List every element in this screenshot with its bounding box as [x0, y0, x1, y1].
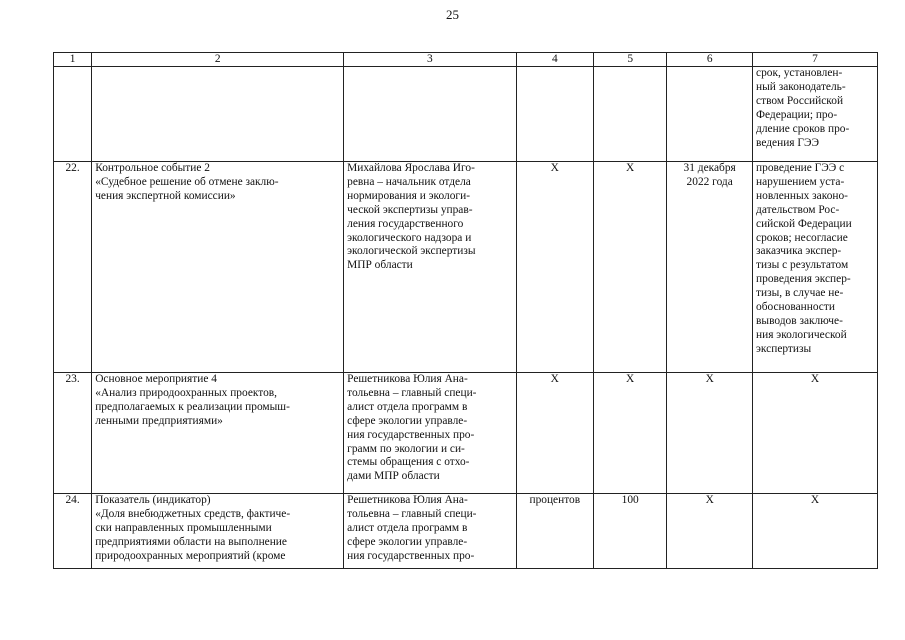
- page-number: 25: [446, 7, 459, 22]
- cell-empty: [516, 67, 593, 162]
- cell-responsible: Михайлова Ярослава Иго- ревна – начальник отдела нормирования и экологи- ческой экспертизы управ- ления государственного экологического надзора и экологической экспертизы МПР области: [344, 162, 516, 373]
- cell-deadline: 31 декабря 2022 года: [667, 162, 753, 373]
- cell-responsible: Решетникова Юлия Ана- тольевна – главный специ- алист отдела программ в сфере экологии управле- ния государственных про- грамм по экологии и си- стемы обращения с отхо- дами МПР области: [344, 373, 516, 494]
- cell-risk: срок, установлен- ный законодатель- ством Российской Федерации; про- дление сроков про- ведения ГЭЭ: [753, 67, 878, 162]
- table-row-continuation: [54, 67, 878, 162]
- cell-empty: [667, 67, 753, 162]
- cell-empty: [594, 67, 667, 162]
- row-number: 22.: [54, 162, 92, 373]
- cell-responsible: Решетникова Юлия Ана- тольевна – главный специ- алист отдела программ в сфере экологии управле- ния государственных про-: [344, 494, 516, 569]
- table-row: [54, 162, 878, 373]
- cell-unit: Х: [516, 373, 593, 494]
- column-header-row: [54, 53, 878, 67]
- document-table: [53, 52, 878, 569]
- cell-value: Х: [594, 373, 667, 494]
- cell-unit: Х: [516, 162, 593, 373]
- column-header-3: 3: [344, 53, 516, 67]
- cell-value: Х: [594, 162, 667, 373]
- column-header-4: 4: [516, 53, 593, 67]
- cell-empty: [92, 67, 344, 162]
- cell-value: 100: [594, 494, 667, 569]
- cell-unit: процентов: [516, 494, 593, 569]
- column-header-2: 2: [92, 53, 344, 67]
- cell-deadline: Х: [667, 373, 753, 494]
- row-number: 24.: [54, 494, 92, 569]
- table-row: [54, 494, 878, 569]
- cell-risk: Х: [753, 373, 878, 494]
- column-header-7: 7: [753, 53, 878, 67]
- cell-risk: проведение ГЭЭ с нарушением уста- новленных законо- дательством Рос- сийской Федерации сроков; несогласие заказчика экспер- тизы с результатом проведения экспер- тизы, в случае не- обоснованности выводов заключе- ния экологической экспертизы: [753, 162, 878, 373]
- row-number: 23.: [54, 373, 92, 494]
- cell-deadline: Х: [667, 494, 753, 569]
- cell-event-name: Показатель (индикатор) «Доля внебюджетных средств, фактиче- ски направленных промышленными предприятиями области на выполнение природоохранных мероприятий (кроме: [92, 494, 344, 569]
- table-row: [54, 373, 878, 494]
- cell-empty: [54, 67, 92, 162]
- cell-event-name: Контрольное событие 2 «Судебное решение об отмене заклю- чения экспертной комиссии»: [92, 162, 344, 373]
- cell-risk: Х: [753, 494, 878, 569]
- cell-empty: [344, 67, 516, 162]
- cell-event-name: Основное мероприятие 4 «Анализ природоохранных проектов, предполагаемых к реализации промыш- ленными предприятиями»: [92, 373, 344, 494]
- column-header-1: 1: [54, 53, 92, 67]
- column-header-6: 6: [667, 53, 753, 67]
- column-header-5: 5: [594, 53, 667, 67]
